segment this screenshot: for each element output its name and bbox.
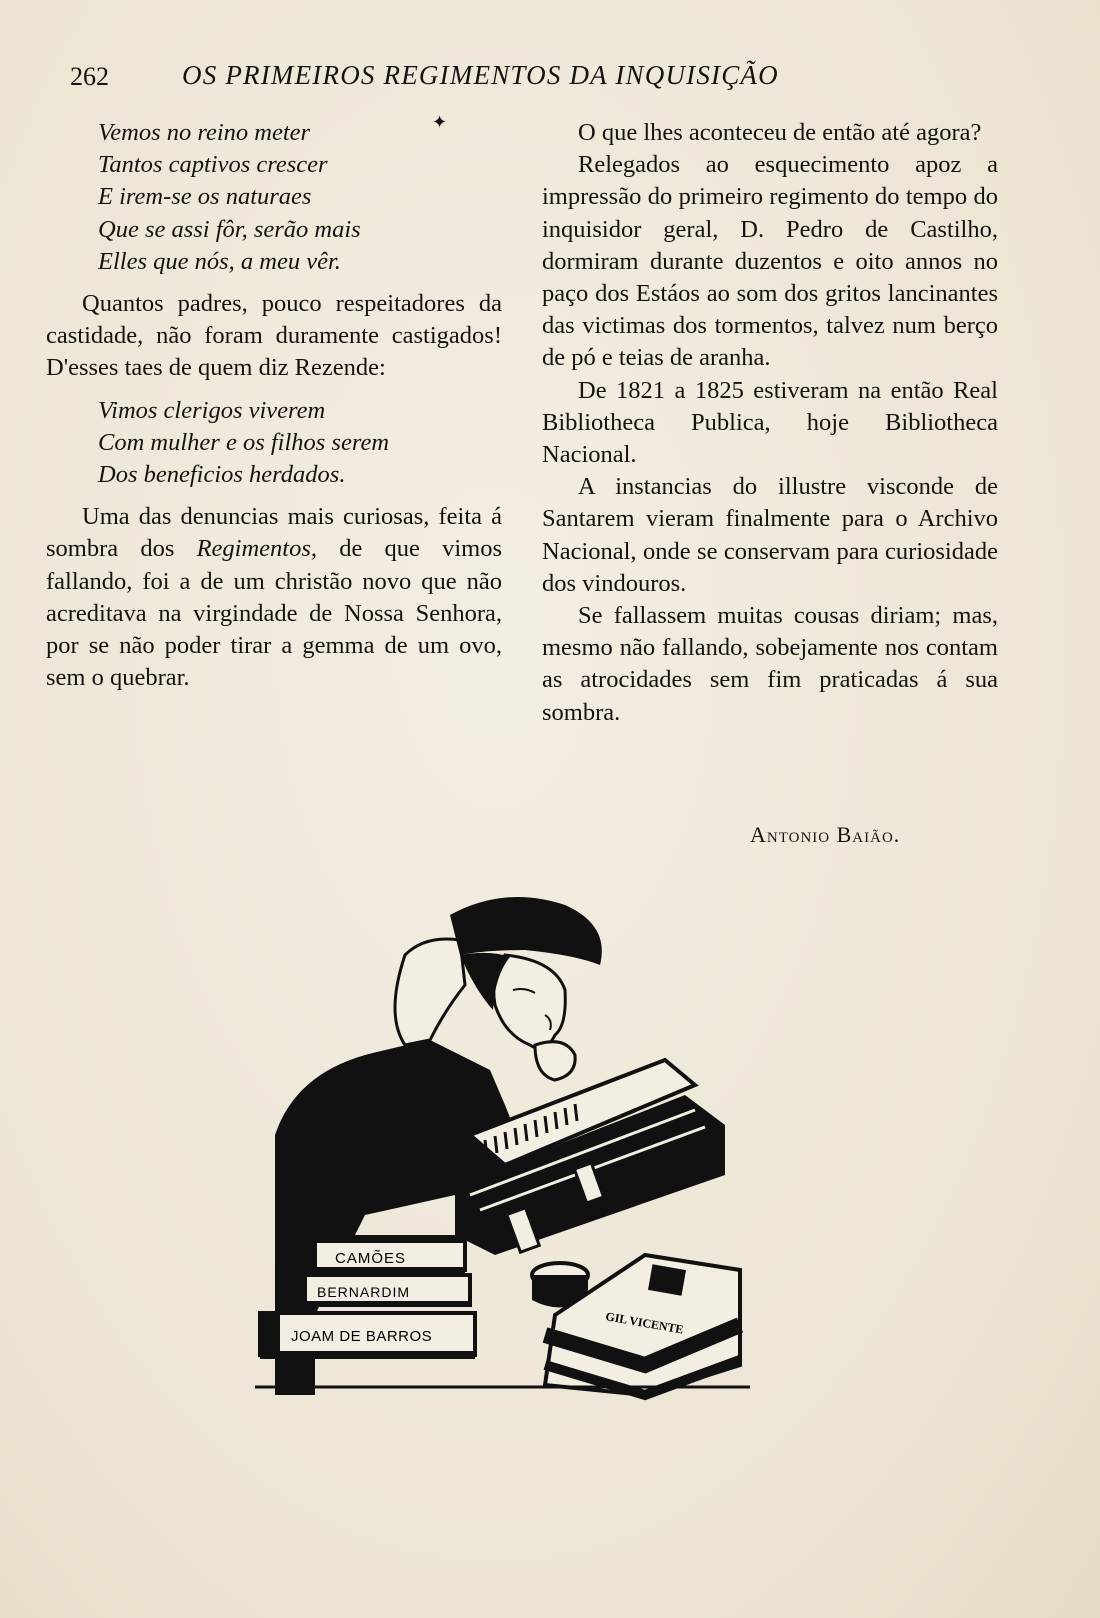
verse-line: Vimos clerigos viverem — [98, 396, 326, 424]
paragraph: Se fallassem muitas cousas diriam; mas, mesmo não fallando, sobejamente nos contam as atrocidades sem fim praticadas á sua sombra. — [542, 602, 998, 726]
italic-title: Regimentos, — [196, 535, 317, 563]
woodcut-illustration — [255, 895, 775, 1435]
verse-line: Tantos captivos crescer — [98, 151, 328, 179]
book-label: JOAM DE BARROS — [291, 1328, 433, 1345]
text-run: de que vimos fallando, foi a de um christão novo que não acreditava na virgindade de Nossa Senhora, por se não poder tirar a gemma de um ovo, sem o quebrar. — [46, 535, 502, 692]
book-joam-de-barros — [260, 1313, 475, 1359]
show-through-left — [50, 760, 230, 792]
book-label: BERNARDIM — [317, 1284, 411, 1300]
right-column — [542, 117, 998, 729]
paragraph: Relegados ao esquecimento apoz a impressão do primeiro regimento do tempo do inquisidor geral, D. Pedro de Castilho, dormiram durante duzentos e oito annos no paço dos Estáos ao som dos gritos lancinantes das victimas dos tormentos, talvez num berço de pó e teias de aranha. — [542, 151, 998, 372]
book-camoes — [315, 1235, 465, 1273]
verse-line: Com mulher e os filhos serem — [98, 428, 390, 456]
collar-shape — [395, 939, 465, 1045]
paragraph — [46, 501, 502, 694]
verse-line: Que se assi fôr, serão mais — [98, 215, 361, 243]
paragraph: A instancias do illustre visconde de Santarem vieram finalmente para o Archivo Nacional, onde se conservam para curiosidade dos vindouros. — [542, 473, 998, 597]
left-column — [46, 117, 502, 694]
verse-line: Vemos no reino meter — [98, 119, 311, 146]
ink-mark: ✦ — [432, 112, 448, 133]
paragraph: O que lhes aconteceu de então até agora? — [578, 119, 982, 146]
verse-stanza-1 — [46, 117, 502, 278]
book-label: CAMÕES — [335, 1250, 407, 1267]
hand-shape — [535, 1042, 575, 1080]
author-signature: Antonio Baião. — [750, 822, 901, 847]
verse-stanza-2 — [46, 395, 502, 492]
book-label: GIL VICENTE — [604, 1309, 685, 1337]
text-run: Uma das denuncias mais curiosas, feita á sombra dos — [46, 503, 502, 563]
verse-line: Elles que nós, a meu vêr. — [98, 247, 341, 275]
verse-line: E irem-se os naturaes — [98, 183, 312, 211]
book-bernardim — [305, 1275, 470, 1307]
paragraph: Quantos padres, pouco respeitadores da castidade, não foram duramente castigados! D'esses taes de quem diz Rezende: — [46, 290, 502, 382]
face-shape — [494, 955, 566, 1048]
page-header — [70, 58, 1000, 98]
paragraph: De 1821 a 1825 estiveram na então Real Bibliotheca Publica, hoje Bibliotheca Nacional. — [542, 376, 998, 469]
page-number: 262 — [70, 62, 109, 91]
running-title: OS PRIMEIROS REGIMENTOS DA INQUISIÇÃO — [182, 60, 779, 90]
verse-line: Dos beneficios herdados. — [98, 461, 346, 489]
